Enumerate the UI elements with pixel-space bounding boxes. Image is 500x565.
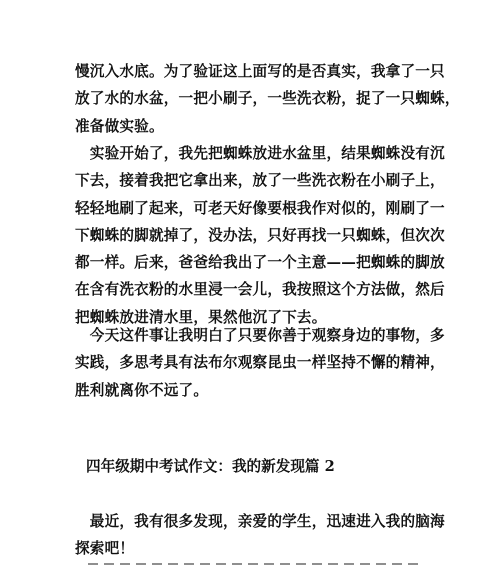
essay-heading: 四年级期中考试作文：我的新发现篇 2 (86, 458, 335, 475)
text-line: 轻轻地刷了起来，可老天好像要根我作对似的，刚刷了一 (75, 199, 445, 217)
text-line: 准备做实验。 (75, 117, 164, 135)
text-line: 下去，接着我把它拿出来，放了一些洗衣粉在小刷子上， (75, 172, 445, 190)
text-line: 慢沉入水底。为了验证这上面写的是否真实，我拿了一只 (75, 63, 445, 80)
paragraph-next-essay (75, 508, 445, 563)
text-line: 实践，多思考具有法布尔观察昆虫一样坚持不懈的精神， (75, 354, 445, 372)
cut-off-text-line (88, 557, 418, 565)
text-line: 放了水的水盆，一把小刷子，一些洗衣粉，捉了一只蜘蛛， (75, 90, 460, 108)
paragraph-experiment (75, 140, 445, 331)
paragraph-conclusion (75, 322, 445, 404)
text-line: 最近，我有很多发现，亲爱的学生，迅速进入我的脑海 (75, 513, 445, 530)
text-line: 今天这件事让我明白了只要你善于观察身边的事物，多 (75, 327, 445, 344)
text-line: 把蜘蛛放进清水里，果然他沉了下去。 (75, 308, 327, 326)
paragraph-intro (75, 58, 460, 140)
text-line: 探索吧！ (75, 540, 135, 558)
text-line: 在含有洗衣粉的水里浸一会儿，我按照这个方法做，然后 (75, 281, 445, 299)
text-line: 下蜘蛛的脚就掉了，没办法，只好再找一只蜘蛛，但次次 (75, 226, 445, 244)
text-line: 都一样。后来，爸爸给我出了一个主意——把蜘蛛的脚放 (75, 254, 445, 272)
text-line: 胜利就离你不远了。 (75, 381, 209, 399)
text-line: 实验开始了，我先把蜘蛛放进水盆里，结果蜘蛛没有沉 (75, 145, 445, 162)
